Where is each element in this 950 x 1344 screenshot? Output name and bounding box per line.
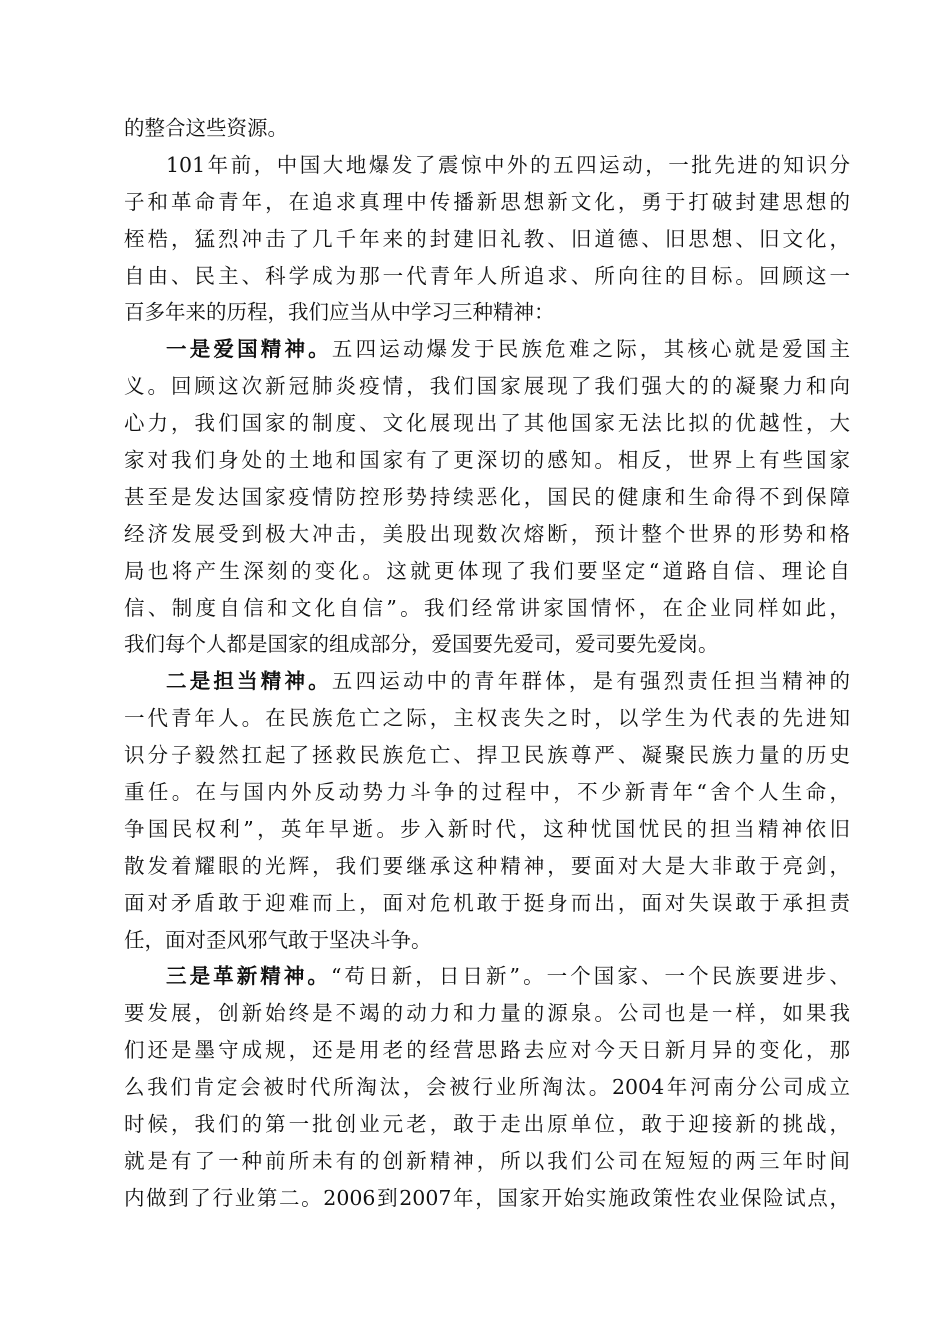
text-line: 的整合这些资源。 — [124, 116, 288, 140]
text-line: 心力，我们国家的制度、文化展现出了其他国家无法比拟的优越性，大 — [124, 411, 850, 436]
text-line: 重任。在与国内外反动势力斗争的过程中，不少新青年“舍个人生命， — [124, 780, 850, 805]
text-line: 时候，我们的第一批创业元老，敢于走出原单位，敢于迎接新的挑战， — [124, 1112, 850, 1137]
text-line: 自由、民主、科学成为那一代青年人所追求、所向往的目标。回顾这一 — [124, 263, 850, 288]
text-line: 们还是墨守成规，还是用老的经营思路去应对今天日新月异的变化，那 — [124, 1038, 850, 1063]
text-line: 家对我们身处的土地和国家有了更深切的感知。相反，世界上有些国家 — [124, 448, 850, 473]
text-line: 我们每个人都是国家的组成部分，爱国要先爱司，爱司要先爱岗。 — [124, 632, 719, 657]
text-line — [124, 958, 850, 995]
text-line: 识分子毅然扛起了拯救民族危亡、捍卫民族尊严、凝聚民族力量的历史 — [124, 743, 850, 768]
paragraph-lead: 一是爱国精神。 — [166, 337, 332, 362]
text-line: 一代青年人。在民族危亡之际，主权丧失之时，以学生为代表的先进知 — [124, 706, 850, 731]
text-line: 子和革命青年，在追求真理中传播新思想新文化，勇于打破封建思想的 — [124, 189, 850, 214]
text-line: 内做到了行业第二。2006到2007年，国家开始实施政策性农业保险试点， — [124, 1185, 850, 1210]
paragraph-lead: 二是担当精神。 — [166, 669, 332, 694]
text-line: 甚至是发达国家疫情防控形势持续恶化，国民的健康和生命得不到保障 — [124, 484, 850, 509]
text-line: 散发着耀眼的光辉，我们要继承这种精神，要面对大是大非敢于亮剑， — [124, 853, 850, 878]
text-line-rest: “苟日新，日日新”。一个国家、一个民族要进步、 — [331, 964, 851, 989]
text-line — [124, 331, 850, 368]
text-line — [124, 663, 850, 700]
text-line: 义。回顾这次新冠肺炎疫情，我们国家展现了我们强大的的凝聚力和向 — [124, 374, 850, 399]
text-line: 百多年来的历程，我们应当从中学习三种精神： — [124, 300, 555, 325]
text-line-rest: 五四运动中的青年群体，是有强烈责任担当精神的 — [331, 669, 850, 694]
text-line: 就是有了一种前所未有的创新精神，所以我们公司在短短的两三年时间 — [124, 1148, 850, 1173]
text-line: 么我们肯定会被时代所淘汰，会被行业所淘汰。2004年河南分公司成立 — [124, 1075, 850, 1100]
text-line: 任，面对歪风邪气敢于坚决斗争。 — [124, 927, 432, 952]
text-line: 局也将产生深刻的变化。这就更体现了我们要坚定“道路自信、理论自 — [124, 558, 850, 583]
text-line: 桎梏，猛烈冲击了几千年来的封建旧礼教、旧道德、旧思想、旧文化， — [124, 226, 850, 251]
body-text — [124, 110, 850, 1217]
text-line: 101年前，中国大地爆发了震惊中外的五四运动，一批先进的知识分 — [166, 152, 850, 177]
text-line-rest: 五四运动爆发于民族危难之际，其核心就是爱国主 — [331, 337, 850, 362]
text-line: 面对矛盾敢于迎难而上，面对危机敢于挺身而出，面对失误敢于承担责 — [124, 890, 850, 915]
text-line: 信、制度自信和文化自信”。我们经常讲家国情怀，在企业同样如此， — [124, 595, 850, 620]
text-line: 经济发展受到极大冲击，美股出现数次熔断，预计整个世界的形势和格 — [124, 521, 850, 546]
text-line: 要发展，创新始终是不竭的动力和力量的源泉。公司也是一样，如果我 — [124, 1001, 850, 1026]
text-line: 争国民权利”，英年早逝。步入新时代，这种忧国忧民的担当精神依旧 — [124, 816, 850, 841]
paragraph-lead: 三是革新精神。 — [166, 964, 331, 989]
